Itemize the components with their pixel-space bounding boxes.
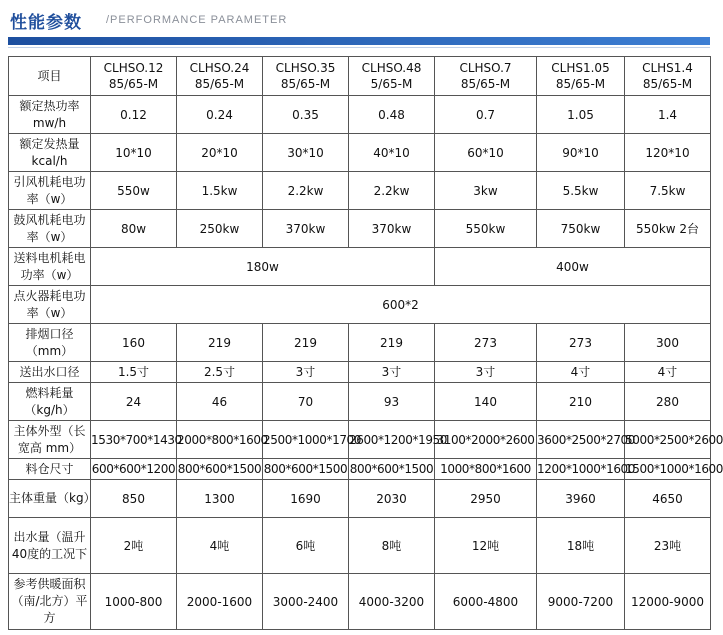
value-cell: 1690 xyxy=(263,480,349,518)
value-cell: 20*10 xyxy=(177,134,263,172)
value-cell: 60*10 xyxy=(435,134,537,172)
value-cell: 9000-7200 xyxy=(537,574,625,630)
value-cell: 4寸 xyxy=(537,362,625,383)
value-cell: 1.4 xyxy=(625,96,711,134)
value-cell: 3寸 xyxy=(349,362,435,383)
model-name: CLHS1.4 xyxy=(642,61,693,75)
value-cell: 2吨 xyxy=(91,518,177,574)
model-sub: 85/65-M xyxy=(642,77,693,91)
section-header xyxy=(8,6,710,36)
value-cell: 4000-3200 xyxy=(349,574,435,630)
table-row xyxy=(9,324,711,362)
value-cell: 5000*2500*2600 xyxy=(625,421,711,459)
value-cell: 850 xyxy=(91,480,177,518)
value-cell: 550kw 2台 xyxy=(625,210,711,248)
table-row xyxy=(9,480,711,518)
row-label: 额定热功率mw/h xyxy=(9,96,91,134)
header-divider xyxy=(8,47,710,48)
table-row xyxy=(9,459,711,480)
value-cell: 2000*800*1600 xyxy=(177,421,263,459)
value-cell: 5.5kw xyxy=(537,172,625,210)
value-cell: 10*10 xyxy=(91,134,177,172)
value-cell: 3kw xyxy=(435,172,537,210)
value-cell: 0.12 xyxy=(91,96,177,134)
value-cell: 273 xyxy=(537,324,625,362)
row-label: 引风机耗电功率（w） xyxy=(9,172,91,210)
model-name: CLHSO.35 xyxy=(275,61,336,75)
value-cell: 4650 xyxy=(625,480,711,518)
table-row xyxy=(9,134,711,172)
model-cell xyxy=(177,57,263,96)
value-cell: 219 xyxy=(177,324,263,362)
model-sub: 85/65-M xyxy=(555,77,606,91)
value-cell: 6吨 xyxy=(263,518,349,574)
value-cell: 3寸 xyxy=(263,362,349,383)
value-cell: 0.24 xyxy=(177,96,263,134)
value-cell: 2.2kw xyxy=(263,172,349,210)
section-title: 性能参数 xyxy=(10,13,82,33)
value-cell: 0.35 xyxy=(263,96,349,134)
model-sub: 85/65-M xyxy=(280,77,331,91)
row-label: 料仓尺寸 xyxy=(9,459,91,480)
value-cell: 1.5kw xyxy=(177,172,263,210)
value-cell: 12000-9000 xyxy=(625,574,711,630)
value-cell: 1.05 xyxy=(537,96,625,134)
row-label: 排烟口径（mm） xyxy=(9,324,91,362)
value-cell: 3100*2000*2600 xyxy=(435,421,537,459)
value-cell: 4吨 xyxy=(177,518,263,574)
value-cell: 2000-1600 xyxy=(177,574,263,630)
row-label: 燃料耗量（kg/h） xyxy=(9,383,91,421)
row-label: 项目 xyxy=(9,57,91,96)
value-cell: 370kw xyxy=(263,210,349,248)
value-cell: 6000-4800 xyxy=(435,574,537,630)
model-cell xyxy=(537,57,625,96)
value-cell: 18吨 xyxy=(537,518,625,574)
value-cell: 24 xyxy=(91,383,177,421)
row-label: 主体外型（长宽高 mm） xyxy=(9,421,91,459)
value-cell: 280 xyxy=(625,383,711,421)
table-row xyxy=(9,421,711,459)
value-cell: 23吨 xyxy=(625,518,711,574)
value-cell: 800*600*1500 xyxy=(349,459,435,480)
table-row-models xyxy=(9,57,711,96)
value-cell: 70 xyxy=(263,383,349,421)
value-cell: 2500*1000*1700 xyxy=(263,421,349,459)
value-cell: 2950 xyxy=(435,480,537,518)
value-cell: 0.48 xyxy=(349,96,435,134)
value-cell: 93 xyxy=(349,383,435,421)
model-name: CLHSO.7 xyxy=(459,61,512,75)
merged-value-cell: 180w xyxy=(91,248,435,286)
model-cell xyxy=(625,57,711,96)
value-cell: 120*10 xyxy=(625,134,711,172)
row-label: 主体重量（kg） xyxy=(9,480,91,518)
merged-value-cell: 600*2 xyxy=(91,286,711,324)
value-cell: 1300 xyxy=(177,480,263,518)
value-cell: 800*600*1500 xyxy=(177,459,263,480)
table-row xyxy=(9,574,711,630)
table-row xyxy=(9,172,711,210)
value-cell: 160 xyxy=(91,324,177,362)
model-name: CLHS1.05 xyxy=(551,61,610,75)
performance-table xyxy=(8,56,723,630)
value-cell: 3600*2500*2700 xyxy=(537,421,625,459)
row-label: 送料电机耗电功率（w） xyxy=(9,248,91,286)
value-cell: 210 xyxy=(537,383,625,421)
value-cell: 3960 xyxy=(537,480,625,518)
model-cell xyxy=(349,57,435,96)
value-cell: 40*10 xyxy=(349,134,435,172)
value-cell: 550w xyxy=(91,172,177,210)
table-row xyxy=(9,96,711,134)
model-name: CLHSO.48 xyxy=(361,61,422,75)
value-cell: 80w xyxy=(91,210,177,248)
model-sub: 5/65-M xyxy=(370,77,413,91)
model-cell xyxy=(263,57,349,96)
value-cell: 12吨 xyxy=(435,518,537,574)
value-cell: 140 xyxy=(435,383,537,421)
value-cell: 90*10 xyxy=(537,134,625,172)
value-cell: 550kw xyxy=(435,210,537,248)
value-cell: 8吨 xyxy=(349,518,435,574)
model-name: CLHSO.24 xyxy=(189,61,250,75)
model-name: CLHSO.12 xyxy=(103,61,164,75)
header-bar xyxy=(8,37,710,45)
table-row xyxy=(9,362,711,383)
merged-value-cell: 400w xyxy=(435,248,711,286)
model-sub: 85/65-M xyxy=(194,77,245,91)
value-cell: 219 xyxy=(349,324,435,362)
value-cell: 1000-800 xyxy=(91,574,177,630)
value-cell: 46 xyxy=(177,383,263,421)
value-cell: 30*10 xyxy=(263,134,349,172)
value-cell: 1530*700*1430 xyxy=(91,421,177,459)
model-cell xyxy=(91,57,177,96)
row-label: 点火器耗电功率（w） xyxy=(9,286,91,324)
value-cell: 273 xyxy=(435,324,537,362)
table-row xyxy=(9,383,711,421)
row-label: 额定发热量kcal/h xyxy=(9,134,91,172)
model-sub: 85/65-M xyxy=(108,77,159,91)
value-cell: 600*600*1200 xyxy=(91,459,177,480)
value-cell: 2600*1200*1950 xyxy=(349,421,435,459)
value-cell: 300 xyxy=(625,324,711,362)
value-cell: 370kw xyxy=(349,210,435,248)
section-subtitle: /PERFORMANCE PARAMETER xyxy=(106,14,288,26)
row-label: 送出水口径 xyxy=(9,362,91,383)
value-cell: 0.7 xyxy=(435,96,537,134)
value-cell: 7.5kw xyxy=(625,172,711,210)
table-row xyxy=(9,518,711,574)
value-cell: 219 xyxy=(263,324,349,362)
row-label: 参考供暖面积（南/北方）平方 xyxy=(9,574,91,630)
table-row xyxy=(9,286,711,324)
value-cell: 1200*1000*1600 xyxy=(537,459,625,480)
value-cell: 1500*1000*1600 xyxy=(625,459,711,480)
value-cell: 2030 xyxy=(349,480,435,518)
model-sub: 85/65-M xyxy=(460,77,511,91)
value-cell: 2.2kw xyxy=(349,172,435,210)
row-label: 出水量（温升40度的工况下 xyxy=(9,518,91,574)
value-cell: 2.5寸 xyxy=(177,362,263,383)
value-cell: 1.5寸 xyxy=(91,362,177,383)
value-cell: 1000*800*1600 xyxy=(435,459,537,480)
model-cell xyxy=(435,57,537,96)
value-cell: 250kw xyxy=(177,210,263,248)
value-cell: 3寸 xyxy=(435,362,537,383)
table-row xyxy=(9,210,711,248)
value-cell: 3000-2400 xyxy=(263,574,349,630)
value-cell: 800*600*1500 xyxy=(263,459,349,480)
value-cell: 4寸 xyxy=(625,362,711,383)
row-label: 鼓风机耗电功率（w） xyxy=(9,210,91,248)
table-row xyxy=(9,248,711,286)
value-cell: 750kw xyxy=(537,210,625,248)
